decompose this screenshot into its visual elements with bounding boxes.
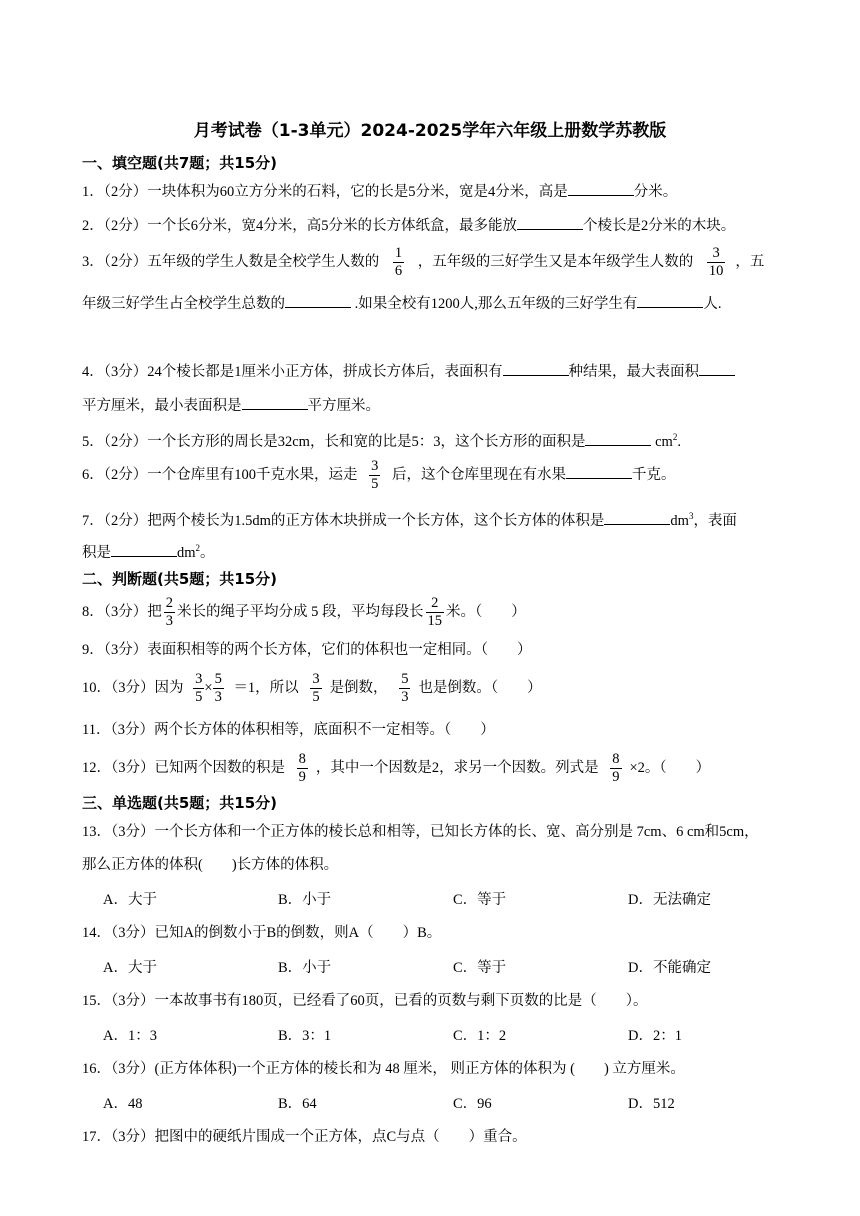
page-title: 月考试卷（1-3单元）2024-2025学年六年级上册数学苏教版	[193, 121, 667, 141]
option-b[interactable]: B．64	[278, 1096, 317, 1112]
question-text: 10．（3分）因为	[82, 680, 184, 696]
option-b[interactable]: B．小于	[278, 960, 332, 976]
fraction: $\frac{2}{3}$	[165, 594, 173, 630]
question-text: 1．（2分）一块体积为60立方分米的石料，它的长是5分米，宽是4分米，高是	[82, 184, 568, 200]
question-text: 米。（ ）	[446, 604, 526, 620]
option-b[interactable]: B．3：1	[278, 1028, 332, 1044]
option-a[interactable]: A．大于	[103, 892, 157, 908]
question-16: 16．（3分）(正方体体积)一个正方体的棱长和为 48 厘米， 则正方体的体积为 ( ) 立方厘米。	[82, 1061, 685, 1077]
question-7-line-1	[82, 505, 737, 532]
question-text: 12．（3分）已知两个因数的积是	[82, 760, 285, 776]
answer-blank[interactable]	[637, 291, 703, 308]
fraction: $\frac{5}{3}$	[214, 670, 222, 706]
question-text: 平方厘米。	[307, 398, 380, 414]
times-sign: ×	[204, 680, 213, 696]
answer-blank[interactable]	[604, 508, 670, 525]
question-text: 米长的绳子平均分成 5 段，平均每段长	[177, 604, 424, 620]
unit-exponent: 2	[195, 543, 201, 553]
answer-blank[interactable]	[503, 359, 569, 376]
fraction: $\frac{5}{3}$	[401, 670, 409, 706]
question-9: 9．（3分）表面积相等的两个长方体，它们的体积也一定相同。（ ）	[82, 642, 532, 658]
question-text: 人.	[703, 296, 722, 312]
section-true-false: 二、判断题(共5题；共15分)	[82, 570, 278, 588]
answer-blank[interactable]	[242, 393, 308, 410]
question-text: ，五年级的三好学生又是本年级学生人数的	[417, 254, 694, 270]
question-text: 8．（3分）把	[82, 604, 162, 620]
question-text: ，五	[735, 254, 765, 270]
question-text: 也是倒数。（ ）	[418, 680, 542, 696]
option-d[interactable]: D．无法确定	[628, 892, 711, 908]
fraction: $\frac{8}{9}$	[298, 750, 306, 786]
option-a[interactable]: A．1：3	[103, 1028, 157, 1044]
question-text: 平方厘米，最小表面积是	[82, 398, 242, 414]
answer-blank[interactable]	[585, 429, 651, 446]
question-text: 分米。	[633, 184, 678, 200]
section-fill-in: 一、填空题(共7题；共15分)	[82, 154, 278, 172]
question-text: 种结果，最大表面积	[568, 364, 699, 380]
question-4-line-1	[82, 359, 735, 383]
question-text: 年级三好学生占全校学生总数的	[82, 296, 285, 312]
unit: cm	[655, 434, 673, 450]
question-text: ，表面	[693, 513, 737, 529]
question-12	[82, 748, 710, 788]
question-text: 2．（2分）一个长6分米，宽4分米，高5分米的长方体纸盒，最多能放	[82, 218, 517, 234]
question-text: .如果全校有1200人,那么五年级的三好学生有	[351, 296, 638, 312]
unit-exponent: 3	[688, 511, 694, 521]
answer-blank[interactable]	[699, 359, 735, 376]
fraction: $\frac{2}{15}$	[427, 594, 442, 630]
question-4-line-2	[82, 393, 380, 417]
question-text: 积是	[82, 545, 111, 561]
option-d[interactable]: D．2：1	[628, 1028, 682, 1044]
question-text: 7．（2分）把两个棱长为1.5dm的正方体木块拼成一个长方体，这个长方体的体积是	[82, 513, 605, 529]
question-text: .	[677, 434, 681, 450]
option-d[interactable]: D．512	[628, 1096, 675, 1112]
unit: dm	[177, 545, 196, 561]
fraction: $\frac{3}{5}$	[195, 670, 203, 706]
option-d[interactable]: D．不能确定	[628, 960, 711, 976]
question-1	[82, 179, 677, 203]
option-b[interactable]: B．小于	[278, 892, 332, 908]
question-10	[82, 668, 542, 708]
question-5	[82, 426, 681, 453]
fraction: $\frac{1}{6}$	[394, 244, 403, 280]
question-text: ＝1，所以	[233, 680, 299, 696]
section-multiple-choice: 三、单选题(共5题；共15分)	[82, 794, 278, 812]
answer-blank[interactable]	[111, 540, 177, 557]
question-7-line-2	[82, 537, 215, 564]
fraction: $\frac{8}{9}$	[612, 750, 620, 786]
question-17: 17．（3分）把图中的硬纸片围成一个正方体，点C与点（ ）重合。	[82, 1129, 527, 1145]
option-a[interactable]: A．大于	[103, 960, 157, 976]
answer-blank[interactable]	[285, 291, 351, 308]
option-a[interactable]: A．48	[103, 1096, 143, 1112]
fraction: $\frac{3}{5}$	[312, 670, 320, 706]
question-2	[82, 213, 735, 237]
question-text: ×2。（ ）	[629, 760, 711, 776]
option-c[interactable]: C．等于	[453, 892, 507, 908]
question-text: 个棱长是2分米的木块。	[583, 218, 736, 234]
question-text: 是倒数，	[329, 680, 388, 696]
unit: dm	[670, 513, 689, 529]
question-6	[82, 455, 676, 495]
question-text: 千克。	[632, 467, 676, 483]
question-3-line-1	[82, 242, 764, 282]
question-14: 14．（3分）已知A的倒数小于B的倒数，则A（ ）B。	[82, 925, 442, 941]
question-13-line-2: 那么正方体的体积( )长方体的体积。	[82, 857, 339, 873]
answer-blank[interactable]	[566, 462, 632, 479]
question-15: 15．（3分）一本故事书有180页，已经看了60页，已看的页数与剩下页数的比是（ ）。	[82, 993, 648, 1009]
question-3-line-2	[82, 291, 722, 315]
question-text: 3．（2分）五年级的学生人数是全校学生人数的	[82, 254, 380, 270]
question-11: 11．（3分）两个长方体的体积相等，底面积不一定相等。（ ）	[82, 722, 495, 738]
answer-blank[interactable]	[568, 179, 634, 196]
unit-exponent: 2	[672, 432, 678, 442]
question-8	[82, 592, 526, 632]
question-13-line-1: 13．（3分）一个长方体和一个正方体的棱长总和相等，已知长方体的长、宽、高分别是 7cm、6 cm和5cm，	[82, 824, 759, 840]
answer-blank[interactable]	[517, 213, 583, 230]
option-c[interactable]: C．1：2	[453, 1028, 507, 1044]
option-c[interactable]: C．96	[453, 1096, 492, 1112]
question-text: 。	[200, 545, 215, 561]
fraction: $\frac{3}{5}$	[371, 457, 379, 493]
fraction: $\frac{3}{10}$	[708, 244, 724, 280]
question-text: ，其中一个因数是2，求另一个因数。列式是	[315, 760, 599, 776]
question-text: 4．（3分）24个棱长都是1厘米小正方体，拼成长方体后，表面积有	[82, 364, 503, 380]
question-text: 后，这个仓库里现在有水果	[392, 467, 566, 483]
question-text: 6．（2分）一个仓库里有100千克水果，运走	[82, 467, 358, 483]
option-c[interactable]: C．等于	[453, 960, 507, 976]
question-text: 5．（2分）一个长方形的周长是32cm，长和宽的比是5：3，这个长方形的面积是	[82, 434, 586, 450]
